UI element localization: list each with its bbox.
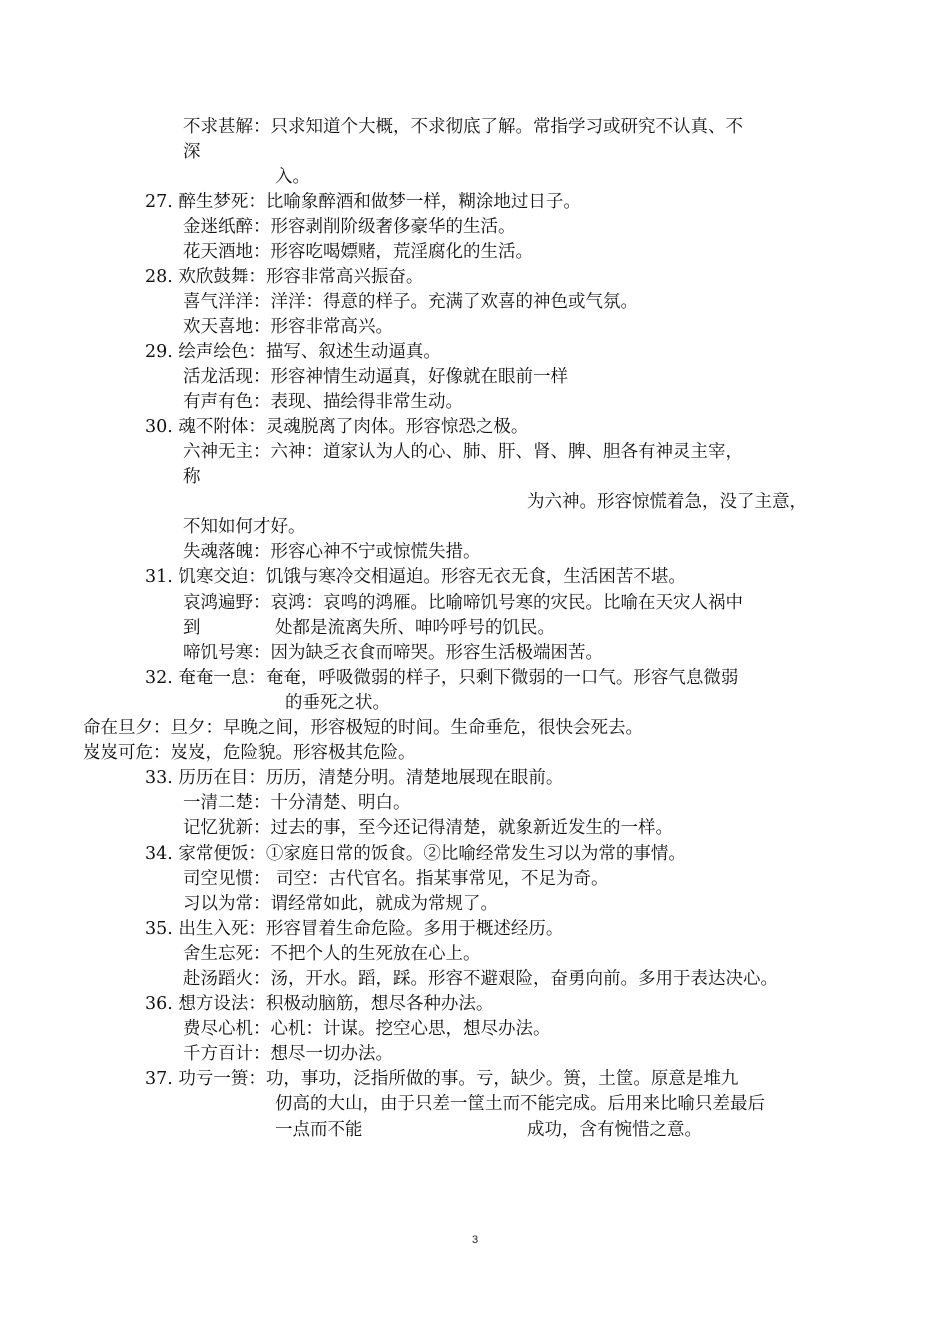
text-line: 处都是流离失所、呻吟呼号的饥民。	[275, 618, 555, 638]
text-line: 不知如何才好。	[183, 517, 306, 537]
text-line: 33. 历历在目：历历，清楚分明。清楚地展现在眼前。	[145, 768, 564, 788]
text-line: 记忆犹新：过去的事，至今还记得清楚，就象新近发生的一样。	[183, 818, 673, 838]
text-line: 35. 出生入死：形容冒着生命危险。多用于概述经历。	[145, 919, 564, 939]
text-line: 仞高的大山，由于只差一筐土而不能完成。后用来比喻只差最后	[275, 1094, 765, 1114]
text-line: 活龙活现：形容神情生动逼真，好像就在眼前一样	[183, 367, 568, 387]
text-line: 习以为常：谓经常如此，就成为常规了。	[183, 894, 498, 914]
text-line: 30. 魂不附体：灵魂脱离了肉体。形容惊恐之极。	[145, 417, 529, 437]
text-line: 一点而不能	[275, 1120, 363, 1140]
text-line: 欢天喜地：形容非常高兴。	[183, 317, 393, 337]
text-line: 成功，含有惋惜之意。	[527, 1120, 702, 1140]
text-line: 费尽心机：心机：计谋。挖空心思，想尽办法。	[183, 1019, 551, 1039]
text-line: 深	[183, 142, 201, 162]
text-line: 27. 醉生梦死：比喻象醉酒和做梦一样，糊涂地过日子。	[145, 192, 581, 212]
text-line: 的垂死之状。	[285, 693, 390, 713]
text-line: 称	[183, 467, 201, 487]
text-line: 千方百计：想尽一切办法。	[183, 1044, 393, 1064]
text-line: 为六神。形容惊慌着急，没了主意，	[527, 492, 807, 512]
text-line: 赴汤蹈火：汤，开水。蹈，踩。形容不避艰险，奋勇向前。多用于表达决心。	[183, 969, 778, 989]
text-line: 29. 绘声绘色：描写、叙述生动逼真。	[145, 342, 441, 362]
text-line: 34. 家常便饭：①家庭日常的饭食。②比喻经常发生习以为常的事情。	[145, 844, 686, 864]
text-line: 入。	[275, 167, 310, 187]
text-line: 舍生忘死：不把个人的生死放在心上。	[183, 944, 481, 964]
text-line: 到	[183, 618, 201, 638]
text-line: 失魂落魄：形容心神不宁或惊慌失措。	[183, 542, 481, 562]
text-line: 岌岌可危：岌岌，危险貌。形容极其危险。	[83, 743, 416, 763]
text-line: 32. 奄奄一息：奄奄，呼吸微弱的样子，只剩下微弱的一口气。形容气息微弱	[145, 668, 739, 688]
page-number: 3	[471, 1234, 479, 1246]
text-line: 31. 饥寒交迫：饥饿与寒冷交相逼迫。形容无衣无食，生活困苦不堪。	[145, 567, 686, 587]
text-line: 哀鸿遍野：哀鸿：哀鸣的鸿雁。比喻啼饥号寒的灾民。比喻在天灾人祸中	[183, 593, 743, 613]
text-line: 28. 欢欣鼓舞：形容非常高兴振奋。	[145, 267, 424, 287]
text-line: 啼饥号寒：因为缺乏衣食而啼哭。形容生活极端困苦。	[183, 643, 603, 663]
text-line: 命在旦夕：旦夕：早晚之间，形容极短的时间。生命垂危，很快会死去。	[83, 718, 643, 738]
text-line: 花天酒地：形容吃喝嫖赌，荒淫腐化的生活。	[183, 242, 533, 262]
text-line: 有声有色：表现、描绘得非常生动。	[183, 392, 463, 412]
text-line: 司空见惯： 司空：古代官名。指某事常见，不足为奇。	[183, 869, 609, 889]
text-line: 不求甚解：只求知道个大概，不求彻底了解。常指学习或研究不认真、不	[183, 117, 743, 137]
text-line: 37. 功亏一篑：功，事功，泛指所做的事。亏，缺少。篑，土筐。原意是堆九	[145, 1069, 739, 1089]
text-line: 一清二楚：十分清楚、明白。	[183, 793, 411, 813]
text-line: 36. 想方设法：积极动脑筋，想尽各种办法。	[145, 994, 494, 1014]
text-line: 金迷纸醉：形容剥削阶级奢侈豪华的生活。	[183, 217, 516, 237]
text-line: 六神无主：六神：道家认为人的心、肺、肝、肾、脾、胆各有神灵主宰，	[183, 442, 743, 462]
text-line: 喜气洋洋：洋洋：得意的样子。充满了欢喜的神色或气氛。	[183, 292, 638, 312]
